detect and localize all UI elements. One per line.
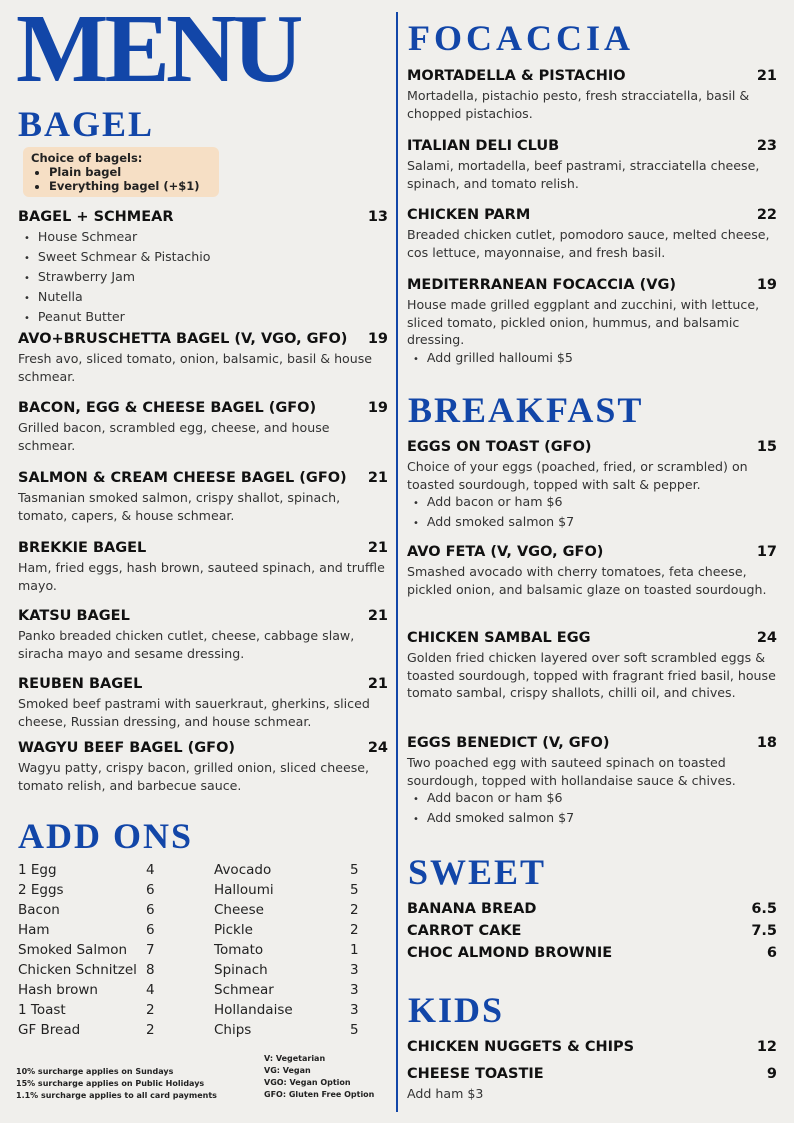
addons-list	[18, 860, 186, 1040]
addon-price: 6	[146, 902, 155, 918]
section-title-bagel: BAGEL	[18, 104, 155, 144]
addon-price: 4	[146, 982, 155, 998]
item-option: • Add smoked salmon $7	[413, 513, 777, 533]
item-price: 23	[756, 138, 777, 154]
item-price: 6.5	[751, 901, 777, 917]
item-price: 19	[367, 331, 388, 347]
item-name: CHEESE TOASTIE	[407, 1066, 544, 1082]
addon-name: Halloumi	[214, 882, 274, 898]
item-option: • Peanut Butter	[24, 308, 388, 328]
item-option: • Add bacon or ham $6	[413, 789, 777, 809]
item-description: Smashed avocado with cherry tomatoes, feta cheese, pickled onion, and balsamic glaze on toasted sourdough.	[407, 564, 767, 597]
legend-entry: GFO: Gluten Free Option	[264, 1090, 375, 1099]
item-option: • Add smoked salmon $7	[413, 809, 777, 829]
item-price: 9	[766, 1066, 777, 1082]
legend-entry: VGO: Vegan Option	[264, 1078, 351, 1087]
item-description: Tasmanian smoked salmon, crispy shallot, spinach, tomato, capers, & house schmear.	[18, 490, 341, 523]
addon-name: Pickle	[214, 922, 253, 938]
menu-item	[407, 629, 777, 702]
item-description: Wagyu patty, crispy bacon, grilled onion, sliced cheese, tomato relish, and barbecue sauce.	[18, 760, 370, 793]
item-option: • Add bacon or ham $6	[413, 493, 777, 513]
item-description: Add ham $3	[407, 1086, 484, 1101]
menu-title: MENU	[16, 0, 300, 103]
addon-name: 2 Eggs	[18, 882, 64, 898]
item-description: Grilled bacon, scrambled egg, cheese, and house schmear.	[18, 420, 330, 453]
item-price: 15	[756, 439, 777, 455]
addon-name: Hollandaise	[214, 1002, 293, 1018]
menu-item	[18, 539, 388, 594]
item-description: Smoked beef pastrami with sauerkraut, gherkins, sliced cheese, Russian dressing, and house schmear.	[18, 696, 370, 729]
choice-option: • Plain bagel	[49, 165, 211, 179]
legend-entry: VG: Vegan	[264, 1066, 311, 1075]
addon-name: 1 Egg	[18, 862, 57, 878]
addon-price: 4	[146, 862, 155, 878]
addon-price: 1	[350, 942, 359, 958]
item-price: 21	[756, 68, 777, 84]
section-title-kids: KIDS	[408, 990, 505, 1030]
item-price: 22	[756, 207, 777, 223]
item-price: 21	[367, 608, 388, 624]
item-name: AVO+BRUSCHETTA BAGEL (V, VGO, GFO)	[18, 331, 348, 347]
surcharge-note: 10% surcharge applies on Sundays	[16, 1067, 174, 1076]
menu-item	[407, 67, 777, 122]
item-option: • House Schmear	[24, 228, 388, 248]
item-price: 21	[367, 470, 388, 486]
item-description: Breaded chicken cutlet, pomodoro sauce, melted cheese, cos lettuce, mayonnaise, and fresh basil.	[407, 227, 770, 260]
item-option: • Sweet Schmear & Pistachio	[24, 248, 388, 268]
item-name: BREKKIE BAGEL	[18, 540, 147, 556]
item-name: BACON, EGG & CHEESE BAGEL (GFO)	[18, 400, 317, 416]
addon-price: 3	[350, 982, 359, 998]
addon-name: Bacon	[18, 902, 60, 918]
item-price: 24	[756, 630, 777, 646]
addon-name: GF Bread	[18, 1022, 81, 1038]
item-price: 19	[756, 277, 777, 293]
item-name: WAGYU BEEF BAGEL (GFO)	[18, 740, 236, 756]
menu-item	[407, 734, 777, 829]
addon-name: Spinach	[214, 962, 268, 978]
menu-item	[18, 399, 388, 454]
item-name: MORTADELLA & PISTACHIO	[407, 68, 626, 84]
addon-name: Tomato	[214, 942, 264, 958]
addon-price: 2	[350, 922, 359, 938]
item-description: Fresh avo, sliced tomato, onion, balsamic, basil & house schmear.	[18, 351, 373, 384]
item-description: House made grilled eggplant and zucchini, with lettuce, sliced tomato, pickled onion, hummus, and balsamic dressing.	[407, 297, 760, 347]
addon-name: Ham	[18, 922, 50, 938]
addon-price: 8	[146, 962, 155, 978]
addon-price: 2	[146, 1002, 155, 1018]
item-price: 18	[756, 735, 777, 751]
addon-price: 6	[146, 922, 155, 938]
item-name: CHOC ALMOND BROWNIE	[407, 945, 613, 961]
item-name: EGGS ON TOAST (GFO)	[407, 439, 592, 455]
addon-price: 5	[350, 862, 359, 878]
menu-item	[18, 208, 388, 328]
item-option: • Add grilled halloumi $5	[413, 349, 777, 369]
menu-item	[407, 206, 777, 261]
item-name: MEDITERRANEAN FOCACCIA (VG)	[407, 277, 676, 293]
item-price: 21	[367, 676, 388, 692]
menu-item	[18, 739, 388, 794]
section-title-breakfast: BREAKFAST	[408, 390, 644, 430]
menu-item	[18, 330, 388, 385]
item-price: 19	[367, 400, 388, 416]
item-price: 21	[367, 540, 388, 556]
item-description: Ham, fried eggs, hash brown, sauteed spinach, and truffle mayo.	[18, 560, 385, 593]
item-name: SALMON & CREAM CHEESE BAGEL (GFO)	[18, 470, 347, 486]
legend-entry: V: Vegetarian	[264, 1054, 326, 1063]
menu-item	[18, 469, 388, 524]
item-description: Salami, mortadella, beef pastrami, stracciatella cheese, spinach, and tomato relish.	[407, 158, 760, 191]
item-option: • Strawberry Jam	[24, 268, 388, 288]
item-name: REUBEN BAGEL	[18, 676, 143, 692]
surcharge-note: 1.1% surcharge applies to all card payments	[16, 1091, 217, 1100]
menu-item	[407, 1038, 777, 1056]
addon-price: 2	[146, 1022, 155, 1038]
addon-name: Smoked Salmon	[18, 942, 128, 958]
item-price: 7.5	[751, 923, 777, 939]
item-name: CHICKEN PARM	[407, 207, 531, 223]
item-description: Two poached egg with sauteed spinach on toasted sourdough, topped with hollandaise sauce & chives.	[407, 755, 736, 788]
menu-item	[407, 543, 777, 598]
item-name: CHICKEN NUGGETS & CHIPS	[407, 1039, 635, 1055]
menu-item	[407, 137, 777, 192]
item-name: CARROT CAKE	[407, 923, 522, 939]
choice-option: • Everything bagel (+$1)	[49, 179, 211, 193]
item-description: Mortadella, pistachio pesto, fresh stracciatella, basil & chopped pistachios.	[407, 88, 750, 121]
item-option: • Nutella	[24, 288, 388, 308]
addon-name: 1 Toast	[18, 1002, 66, 1018]
item-price: 24	[367, 740, 388, 756]
section-title-addons: ADD ONS	[18, 816, 194, 856]
dietary-legend	[264, 1053, 374, 1101]
bagel-choice-box	[23, 147, 219, 197]
addon-price: 5	[350, 1022, 359, 1038]
item-name: BAGEL + SCHMEAR	[18, 209, 174, 225]
column-divider	[396, 12, 398, 1112]
menu-item	[407, 1065, 777, 1103]
item-name: CHICKEN SAMBAL EGG	[407, 630, 591, 646]
item-name: BANANA BREAD	[407, 901, 537, 917]
menu-item	[18, 607, 388, 662]
choice-heading: Choice of bagels:	[31, 151, 143, 165]
surcharge-note: 15% surcharge applies on Public Holidays	[16, 1079, 205, 1088]
section-title-sweet: SWEET	[408, 852, 547, 892]
section-title-focaccia: FOCACCIA	[408, 18, 634, 58]
item-description: Choice of your eggs (poached, fried, or scrambled) on toasted sourdough, topped with salt & pepper.	[407, 459, 748, 492]
surcharge-notes	[16, 1066, 217, 1102]
addon-price: 5	[350, 882, 359, 898]
addon-name: Chips	[214, 1022, 252, 1038]
item-name: EGGS BENEDICT (V, GFO)	[407, 735, 610, 751]
addon-price: 6	[146, 882, 155, 898]
addon-price: 2	[350, 902, 359, 918]
item-price: 12	[756, 1039, 777, 1055]
item-description: Panko breaded chicken cutlet, cheese, cabbage slaw, siracha mayo and sesame dressing.	[18, 628, 355, 661]
menu-item	[18, 675, 388, 730]
addon-name: Schmear	[214, 982, 274, 998]
item-price: 6	[766, 945, 777, 961]
addon-name: Avocado	[214, 862, 272, 878]
addons-list-2	[214, 860, 390, 1040]
item-description: Golden fried chicken layered over soft scrambled eggs & toasted sourdough, topped with fragrant fried basil, house tomato sambal, crispy shallots, chilli oil, and chives.	[407, 650, 776, 700]
item-price: 13	[367, 209, 388, 225]
addon-price: 3	[350, 962, 359, 978]
addon-name: Hash brown	[18, 982, 98, 998]
addon-name: Chicken Schnitzel	[18, 962, 137, 978]
sweet-list	[407, 898, 777, 964]
menu-item	[407, 438, 777, 533]
item-price: 17	[756, 544, 777, 560]
item-name: KATSU BAGEL	[18, 608, 130, 624]
menu-item	[407, 276, 777, 369]
item-name: ITALIAN DELI CLUB	[407, 138, 560, 154]
item-name: AVO FETA (V, VGO, GFO)	[407, 544, 604, 560]
addon-price: 3	[350, 1002, 359, 1018]
addon-name: Cheese	[214, 902, 264, 918]
addon-price: 7	[146, 942, 155, 958]
